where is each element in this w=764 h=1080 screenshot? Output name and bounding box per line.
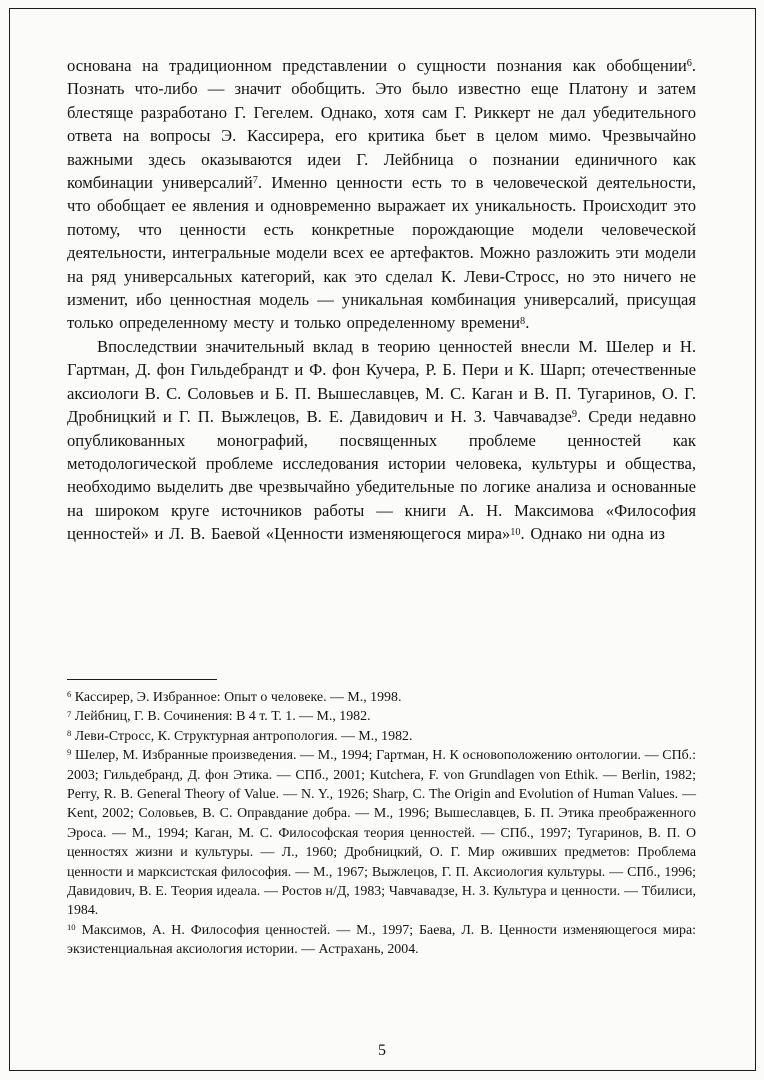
footnote — [67, 727, 696, 746]
footnote — [67, 746, 696, 921]
footnote-text: Лейбниц, Г. В. Сочинения: В 4 т. Т. 1. — М., 1982. — [71, 709, 371, 725]
text-run: . Однако ни одна из — [520, 524, 665, 544]
footnote-ref: 8 — [520, 315, 526, 327]
footnote-ref: 7 — [252, 175, 258, 187]
text-run: . — [525, 313, 530, 333]
text-run: . Познать что-либо — значит обобщить. Это было известно еще Платону и затем блестяще разработано Г. Гегелем. Однако, хотя сам Г. Риккерт не дал убедительного ответа на вопросы Э. Кассирера, его критика бьет в целом мимо. Чрезвычайно важными здесь оказываются идеи Г. Лейбница о познании единичного как комбинации универсалий — [67, 56, 696, 193]
footnotes-list — [67, 688, 696, 960]
body-paragraph — [67, 335, 696, 546]
footnote-text: Шелер, М. Избранные произведения. — М., 1994; Гартман, Н. К основоположению онтологии. — СПб.: 2003; Гильдебранд, Д. фон Этика. — СПб., 2001; Kutchera, F. von Grundlagen von Ethik. — Berlin, 1982; Perry, R. B. General Theory of Value. — N. Y., 1926; Sharp, C. The Origin and Evolution of Human Values. — Kent, 2002; Соловьев, В. С. Оправдание добра. — М., 1996; Вышеславцев, Б. П. Этика преображенного Эроса. — М., 1994; Каган, М. С. Философская теория ценностей. — СПб., 1997; Тугаринов, В. П. О ценностях жизни и культуры. — Л., 1960; Дробницкий, О. Г. Мир оживших предметов: Проблема ценности и марксистская философия. — М., 1967; Выжлецов, Г. П. Аксиология культуры. — СПб., 1996; Давидович, В. Е. Теория идеала. — Ростов н/Д, 1983; Чавчавадзе, Н. З. Культура и ценности. — Тбилиси, 1984. — [67, 748, 696, 919]
text-run: . Именно ценности есть то в человеческой деятельности, что обобщает ее явления и одновременно выражает их уникальность. Происходит это потому, что ценности есть конкретные порождающие модели человеческой деятельности, интегральные модели всех ее артефактов. Можно разложить эти модели на ряд универсальных категорий, как это сделал К. Леви-Стросс, но это ничего не изменит, ибо ценностная модель — уникальная комбинация универсалий, присущая только определенному месту и только определенному времени — [67, 173, 696, 333]
body-text — [67, 54, 696, 546]
footnote — [67, 707, 696, 726]
page-number: 5 — [378, 1042, 386, 1059]
footnote-text: Максимов, А. Н. Философия ценностей. — М., 1997; Баева, Л. В. Ценности изменяющегося мира: экзистенциальная аксиология истории. — Астрахань, 2004. — [67, 922, 696, 958]
text-run: основана на традиционном представлении о сущности познания как обобщении — [67, 56, 687, 75]
footnote-ref: 10 — [510, 526, 521, 538]
footnote-text: Леви-Стросс, К. Структурная антропология. — М., 1982. — [71, 728, 413, 744]
body-paragraph — [67, 54, 696, 335]
footnote-marker: 9 — [67, 747, 72, 758]
footnote-text: Кассирер, Э. Избранное: Опыт о человеке. — М., 1998. — [71, 690, 402, 705]
footnote-marker: 6 — [67, 689, 72, 700]
text-run: . Среди недавно опубликованных монографий, посвященных проблеме ценностей как методологической проблеме исследования истории человека, культуры и общества, необходимо выделить две чрезвычайно убедительные по логике анализа и основанные на широком круге источников работы — книги А. Н. Максимова «Философия ценностей» и Л. В. Баевой «Ценности изменяющегося мира» — [67, 407, 696, 544]
footnote-marker: 8 — [67, 727, 72, 738]
footnote-separator — [67, 679, 217, 680]
footnote — [67, 921, 696, 960]
footnote-marker: 10 — [67, 922, 76, 932]
footnote-marker: 7 — [67, 708, 72, 719]
footnote-ref: 9 — [571, 409, 577, 421]
footnotes-section — [67, 679, 696, 960]
footnote — [67, 688, 696, 707]
text-run: Впоследствии значительный вклад в теорию ценностей внесли М. Шелер и Н. Гартман, Д. фон Гильдебрандт и Ф. фон Кучера, Р. Б. Пери и К. Шарп; отечественные аксиологи В. С. Соловьев и Б. П. Вышеславцев, М. С. Каган и В. П. Тугаринов, О. Г. Дробницкий и Г. П. Выжлецов, В. Е. Давидович и Н. З. Чавчавадзе — [67, 336, 696, 427]
footnote-ref: 6 — [686, 58, 692, 70]
